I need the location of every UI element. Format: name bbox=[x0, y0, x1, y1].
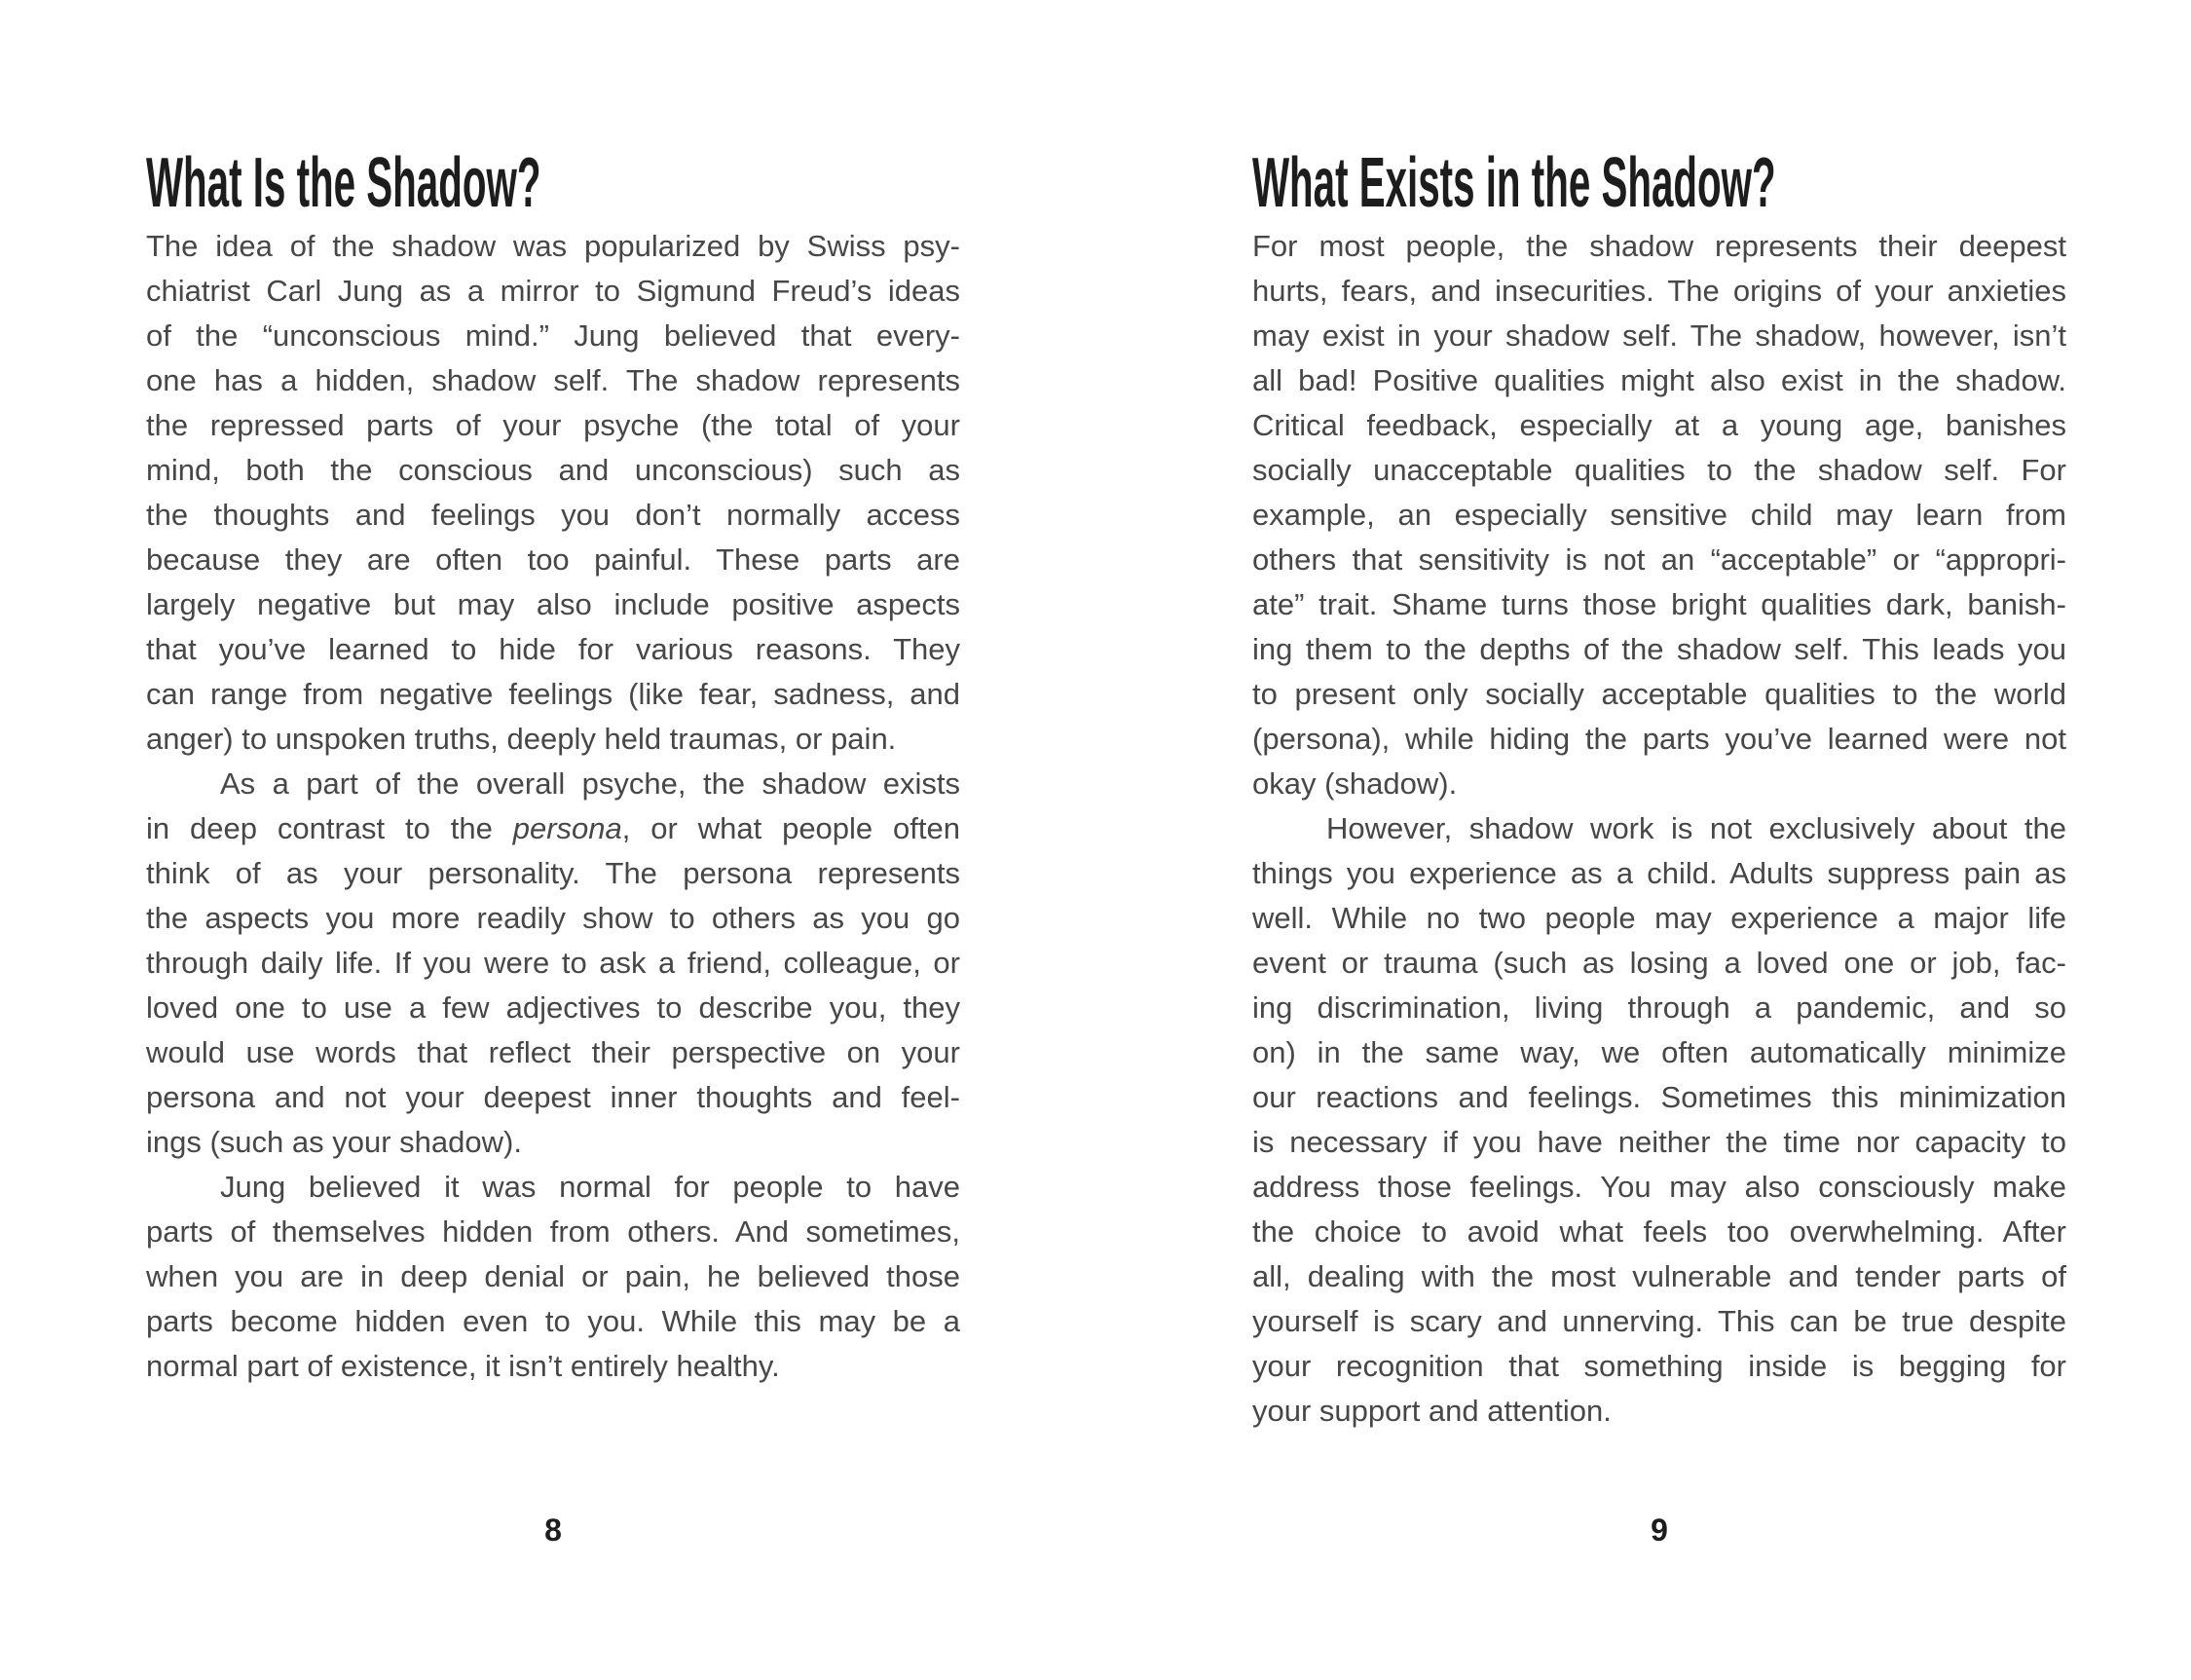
text-line: address those feelings. You may also consciously make bbox=[1252, 1170, 2066, 1204]
text-line: largely negative but may also include positive aspects bbox=[146, 587, 960, 621]
paragraph bbox=[146, 762, 960, 1165]
text-line: socially unacceptable qualities to the shadow self. For bbox=[1252, 453, 2066, 487]
text-line: hurts, fears, and insecurities. The origins of your anxieties bbox=[1252, 274, 2066, 308]
text-line: things you experience as a child. Adults suppress pain as bbox=[1252, 856, 2066, 890]
text-line: okay (shadow). bbox=[1252, 766, 1458, 801]
text-line: the repressed parts of your psyche (the total of your bbox=[146, 408, 960, 442]
text-line: well. While no two people may experience a major life bbox=[1252, 901, 2066, 935]
text-line: chiatrist Carl Jung as a mirror to Sigmund Freud’s ideas bbox=[146, 274, 960, 308]
text-line: ing discrimination, living through a pandemic, and so bbox=[1252, 990, 2066, 1025]
text-line: because they are often too painful. These parts are bbox=[146, 542, 960, 577]
paragraph bbox=[146, 224, 960, 762]
paragraph bbox=[146, 1165, 960, 1389]
text-line: yourself is scary and unnerving. This can be true despite bbox=[1252, 1304, 2066, 1338]
page-heading: What Exists in the Shadow? bbox=[1252, 144, 1776, 222]
text-line: the aspects you more readily show to others as you go bbox=[146, 901, 960, 935]
text-line: ings (such as your shadow). bbox=[146, 1125, 522, 1159]
text-line: (persona), while hiding the parts you’ve learned were not bbox=[1252, 722, 2066, 756]
text-line: normal part of existence, it isn’t entirely healthy. bbox=[146, 1349, 780, 1383]
text-line: persona and not your deepest inner thoughts and feel- bbox=[146, 1080, 960, 1114]
page-number: 9 bbox=[1651, 1512, 1668, 1548]
text-line: your support and attention. bbox=[1252, 1394, 1612, 1428]
text-line: one has a hidden, shadow self. The shadow represents bbox=[146, 363, 960, 397]
page-heading: What Is the Shadow? bbox=[146, 144, 541, 222]
text-line: ate” trait. Shame turns those bright qualities dark, banish- bbox=[1252, 587, 2066, 621]
text-line: of the “unconscious mind.” Jung believed that every- bbox=[146, 318, 960, 353]
text-line: when you are in deep denial or pain, he believed those bbox=[146, 1259, 960, 1293]
text-line: Jung believed it was normal for people to have bbox=[220, 1170, 960, 1204]
text-line: ing them to the depths of the shadow self. This leads you bbox=[1252, 632, 2066, 666]
text-line: anger) to unspoken truths, deeply held traumas, or pain. bbox=[146, 722, 897, 756]
text-line: your recognition that something inside is begging for bbox=[1252, 1349, 2066, 1383]
text-line: may exist in your shadow self. The shadow, however, isn’t bbox=[1252, 318, 2066, 353]
text-line: all, dealing with the most vulnerable and tender parts of bbox=[1252, 1259, 2066, 1293]
text-line: on) in the same way, we often automatically minimize bbox=[1252, 1035, 2066, 1069]
text-line: However, shadow work is not exclusively about the bbox=[1326, 811, 2066, 845]
text-line: As a part of the overall psyche, the shadow exists bbox=[220, 766, 960, 801]
page-right bbox=[1252, 0, 2066, 1680]
text-line: others that sensitivity is not an “acceptable” or “appropri- bbox=[1252, 542, 2066, 577]
text-line: The idea of the shadow was popularized by Swiss psy- bbox=[146, 229, 960, 263]
text-line: parts of themselves hidden from others. And sometimes, bbox=[146, 1214, 960, 1249]
text-line: mind, both the conscious and unconscious) such as bbox=[146, 453, 960, 487]
text-line: is necessary if you have neither the time nor capacity to bbox=[1252, 1125, 2066, 1159]
page-body bbox=[1252, 224, 2066, 1434]
text-line: example, an especially sensitive child may learn from bbox=[1252, 498, 2066, 532]
text-line: can range from negative feelings (like fear, sadness, and bbox=[146, 677, 960, 711]
page-left bbox=[146, 0, 960, 1680]
paragraph bbox=[1252, 224, 2066, 806]
text-line: our reactions and feelings. Sometimes this minimization bbox=[1252, 1080, 2066, 1114]
text-line: loved one to use a few adjectives to describe you, they bbox=[146, 990, 960, 1025]
text-line: would use words that reflect their perspective on your bbox=[146, 1035, 960, 1069]
text-line: all bad! Positive qualities might also exist in the shadow. bbox=[1252, 363, 2066, 397]
text-line: parts become hidden even to you. While this may be a bbox=[146, 1304, 960, 1338]
text-line: that you’ve learned to hide for various reasons. They bbox=[146, 632, 960, 666]
text-line: to present only socially acceptable qualities to the world bbox=[1252, 677, 2066, 711]
page-number: 8 bbox=[544, 1512, 562, 1548]
text-line: Critical feedback, especially at a young age, banishes bbox=[1252, 408, 2066, 442]
text-line: the choice to avoid what feels too overwhelming. After bbox=[1252, 1214, 2066, 1249]
text-line: in deep contrast to the persona, or what people often bbox=[146, 811, 960, 845]
paragraph bbox=[1252, 806, 2066, 1434]
text-line: For most people, the shadow represents their deepest bbox=[1252, 229, 2066, 263]
text-line: think of as your personality. The persona represents bbox=[146, 856, 960, 890]
text-line: the thoughts and feelings you don’t normally access bbox=[146, 498, 960, 532]
page-body bbox=[146, 224, 960, 1389]
text-line: through daily life. If you were to ask a friend, colleague, or bbox=[146, 946, 960, 980]
text-line: event or trauma (such as losing a loved one or job, fac- bbox=[1252, 946, 2066, 980]
